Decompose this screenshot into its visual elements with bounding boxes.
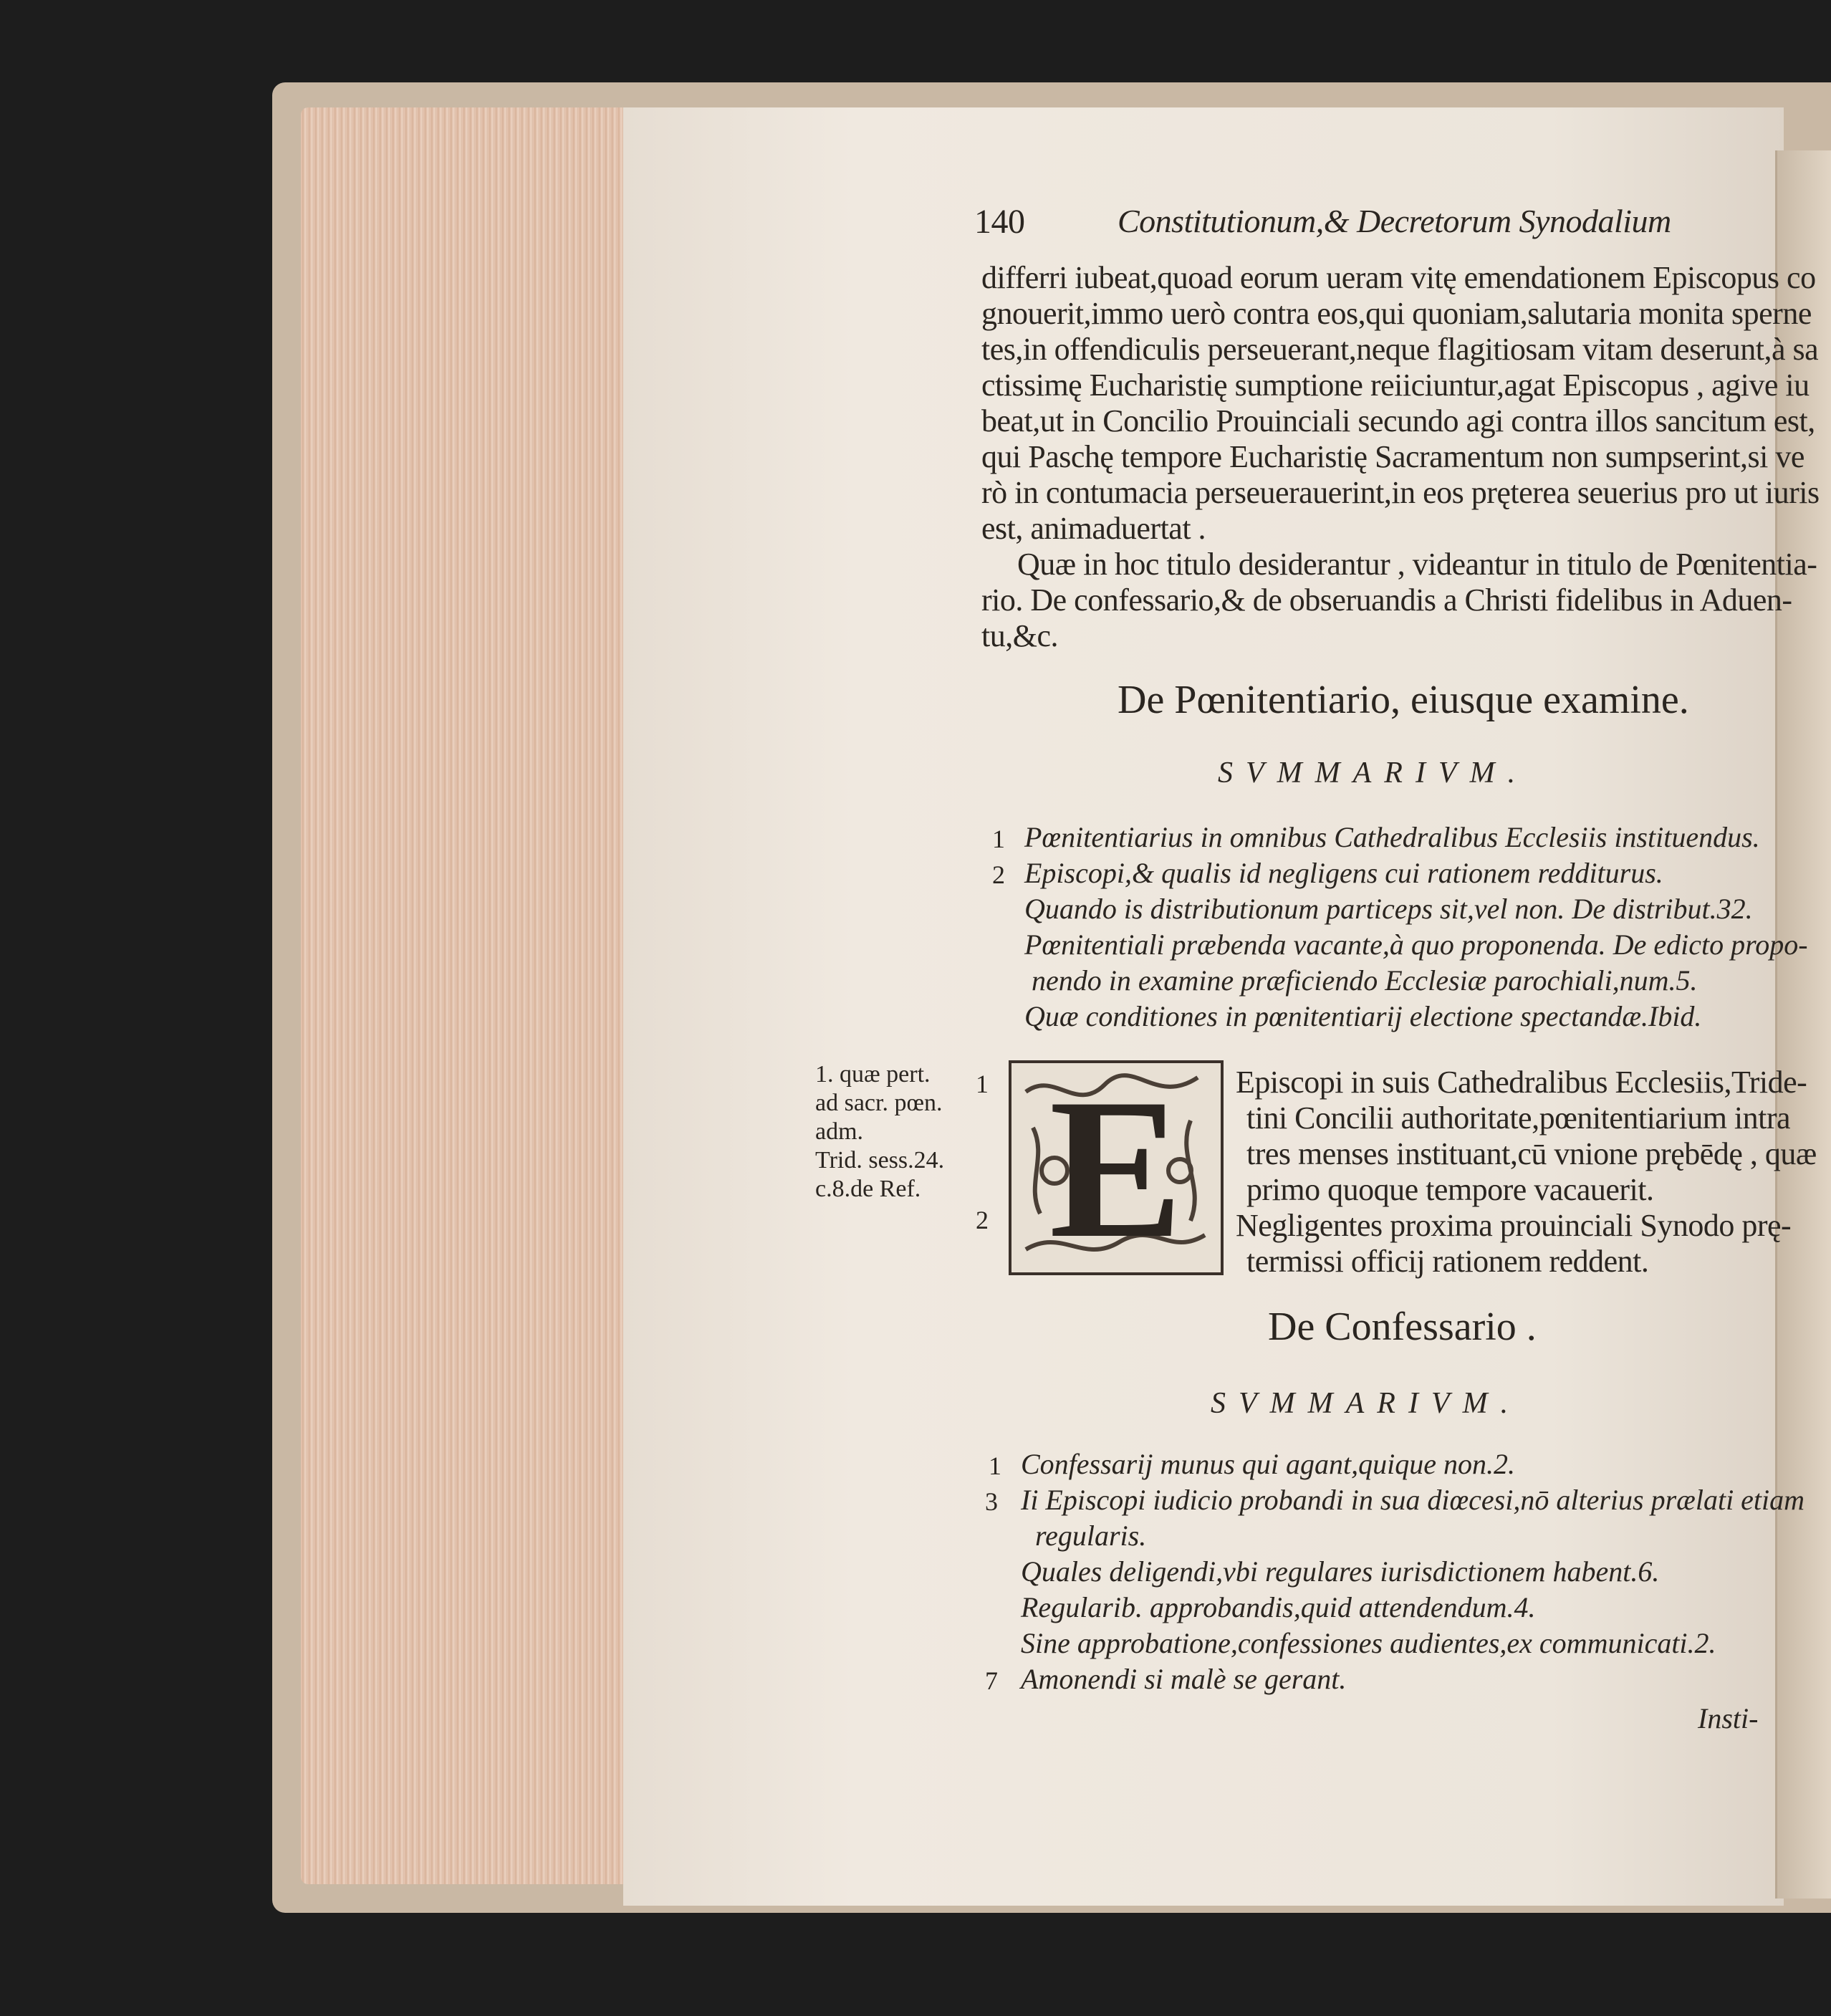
margin-note-line: Trid. sess.24. [815, 1147, 945, 1173]
margin-note-line: adm. [815, 1118, 864, 1145]
summary-item: Regularib. approbandis,quid attendendum.4. [1021, 1591, 1536, 1623]
summary-item: Confessarij munus qui agant,quique non.2. [1021, 1448, 1516, 1480]
page-number: 140 [974, 203, 1025, 241]
summary-item: Episcopi,& qualis id negligens cui rationem redditurus. [1024, 857, 1663, 889]
summary-item: regularis. [1035, 1520, 1147, 1552]
paragraph-line: primo quoque tempore vacauerit. [1246, 1172, 1654, 1207]
margin-note-line: ad sacr. pœn. [815, 1090, 943, 1116]
paragraph-line: Negligentes proxima prouinciali Synodo prę- [1236, 1208, 1792, 1243]
body-line: est, animaduertat . [981, 511, 1206, 546]
body-line: rio. De confessario,& de obseruandis a Christi fidelibus in Aduen- [981, 582, 1792, 618]
summary-item: Quando is distributionum particeps sit,vel non. De distribut.32. [1024, 893, 1753, 925]
initial-letter: E [1049, 1056, 1183, 1280]
summary-item-number: 2 [992, 860, 1005, 889]
paragraph-line: tini Concilii authoritate,pœnitentiarium intra [1246, 1100, 1791, 1136]
summary-item-number: 3 [985, 1487, 998, 1516]
summary-item: Pœnitentiali præbenda vacante,à quo proponenda. De edicto propo- [1024, 928, 1808, 961]
summary-item: Quæ conditiones in pœnitentiarij electione spectandæ.Ibid. [1024, 1000, 1702, 1032]
body-line: Quæ in hoc titulo desiderantur , videantur in titulo de Pœnitentia- [1017, 547, 1817, 582]
summary-item: Pœnitentiarius in omnibus Cathedralibus Ecclesiis instituendus. [1024, 821, 1760, 853]
paragraph-line: tres menses instituant,cū vnione prębēdę , quæ [1246, 1136, 1817, 1171]
section-heading-confessario: De Confessario . [1268, 1305, 1537, 1349]
paragraph-number: 2 [976, 1206, 989, 1234]
body-line: gnouerit,immo uerò contra eos,qui quoniam,salutaria monita sperne [981, 296, 1812, 331]
section-heading-poenitentiario: De Pœnitentiario, eiusque examine. [1118, 678, 1689, 722]
paragraph-line: Episcopi in suis Cathedralibus Ecclesiis,Tride- [1236, 1065, 1807, 1100]
body-line: ctissimę Eucharistię sumptione reiiciuntur,agat Episcopus , agive iu [981, 368, 1810, 403]
body-line: rò in contumacia perseuerauerint,in eos pręterea seuerius pro ut iuris [981, 475, 1820, 510]
body-line: differri iubeat,quoad eorum ueram vitę emendationem Episcopus co [981, 260, 1816, 295]
summary-item: Ii Episcopi iudicio probandi in sua diœcesi,nō alterius prælati etiam [1021, 1484, 1805, 1516]
margin-note-line: c.8.de Ref. [815, 1176, 921, 1202]
body-line: qui Paschę tempore Eucharistię Sacramentum non sumpserint,si ve [981, 439, 1804, 474]
summary-item: Sine approbatione,confessiones audientes,ex communicati.2. [1021, 1627, 1716, 1659]
catchword: Insti- [1698, 1702, 1759, 1734]
summary-item-number: 1 [992, 825, 1005, 853]
margin-note-line: 1. quæ pert. [815, 1061, 931, 1088]
body-line: beat,ut in Concilio Prouinciali secundo agi contra illos sancitum est, [981, 403, 1815, 438]
running-title: Constitutionum,& Decretorum Synodalium [1118, 203, 1671, 239]
summary-item: Amonendi si malè se gerant. [1021, 1663, 1347, 1695]
summary-item-number: 1 [989, 1451, 1001, 1480]
summary-item-number: 7 [985, 1666, 998, 1695]
paragraph-line: termissi officij rationem reddent. [1246, 1244, 1649, 1279]
paragraph-number: 1 [976, 1070, 989, 1098]
summary-item: Quales deligendi,vbi regulares iurisdictionem habent.6. [1021, 1555, 1660, 1588]
summary-item: nendo in examine præficiendo Ecclesiæ parochiali,num.5. [1032, 964, 1698, 997]
summarium-title: SVMMARIVM. [1211, 1387, 1522, 1420]
body-line: tu,&c. [981, 618, 1058, 653]
body-line: tes,in offendiculis perseuerant,neque flagitiosam vitam deserunt,à sa [981, 332, 1819, 367]
decorated-initial [1009, 1056, 1224, 1280]
summarium-title: SVMMARIVM. [1218, 757, 1529, 789]
book-fore-edge [301, 107, 623, 1884]
